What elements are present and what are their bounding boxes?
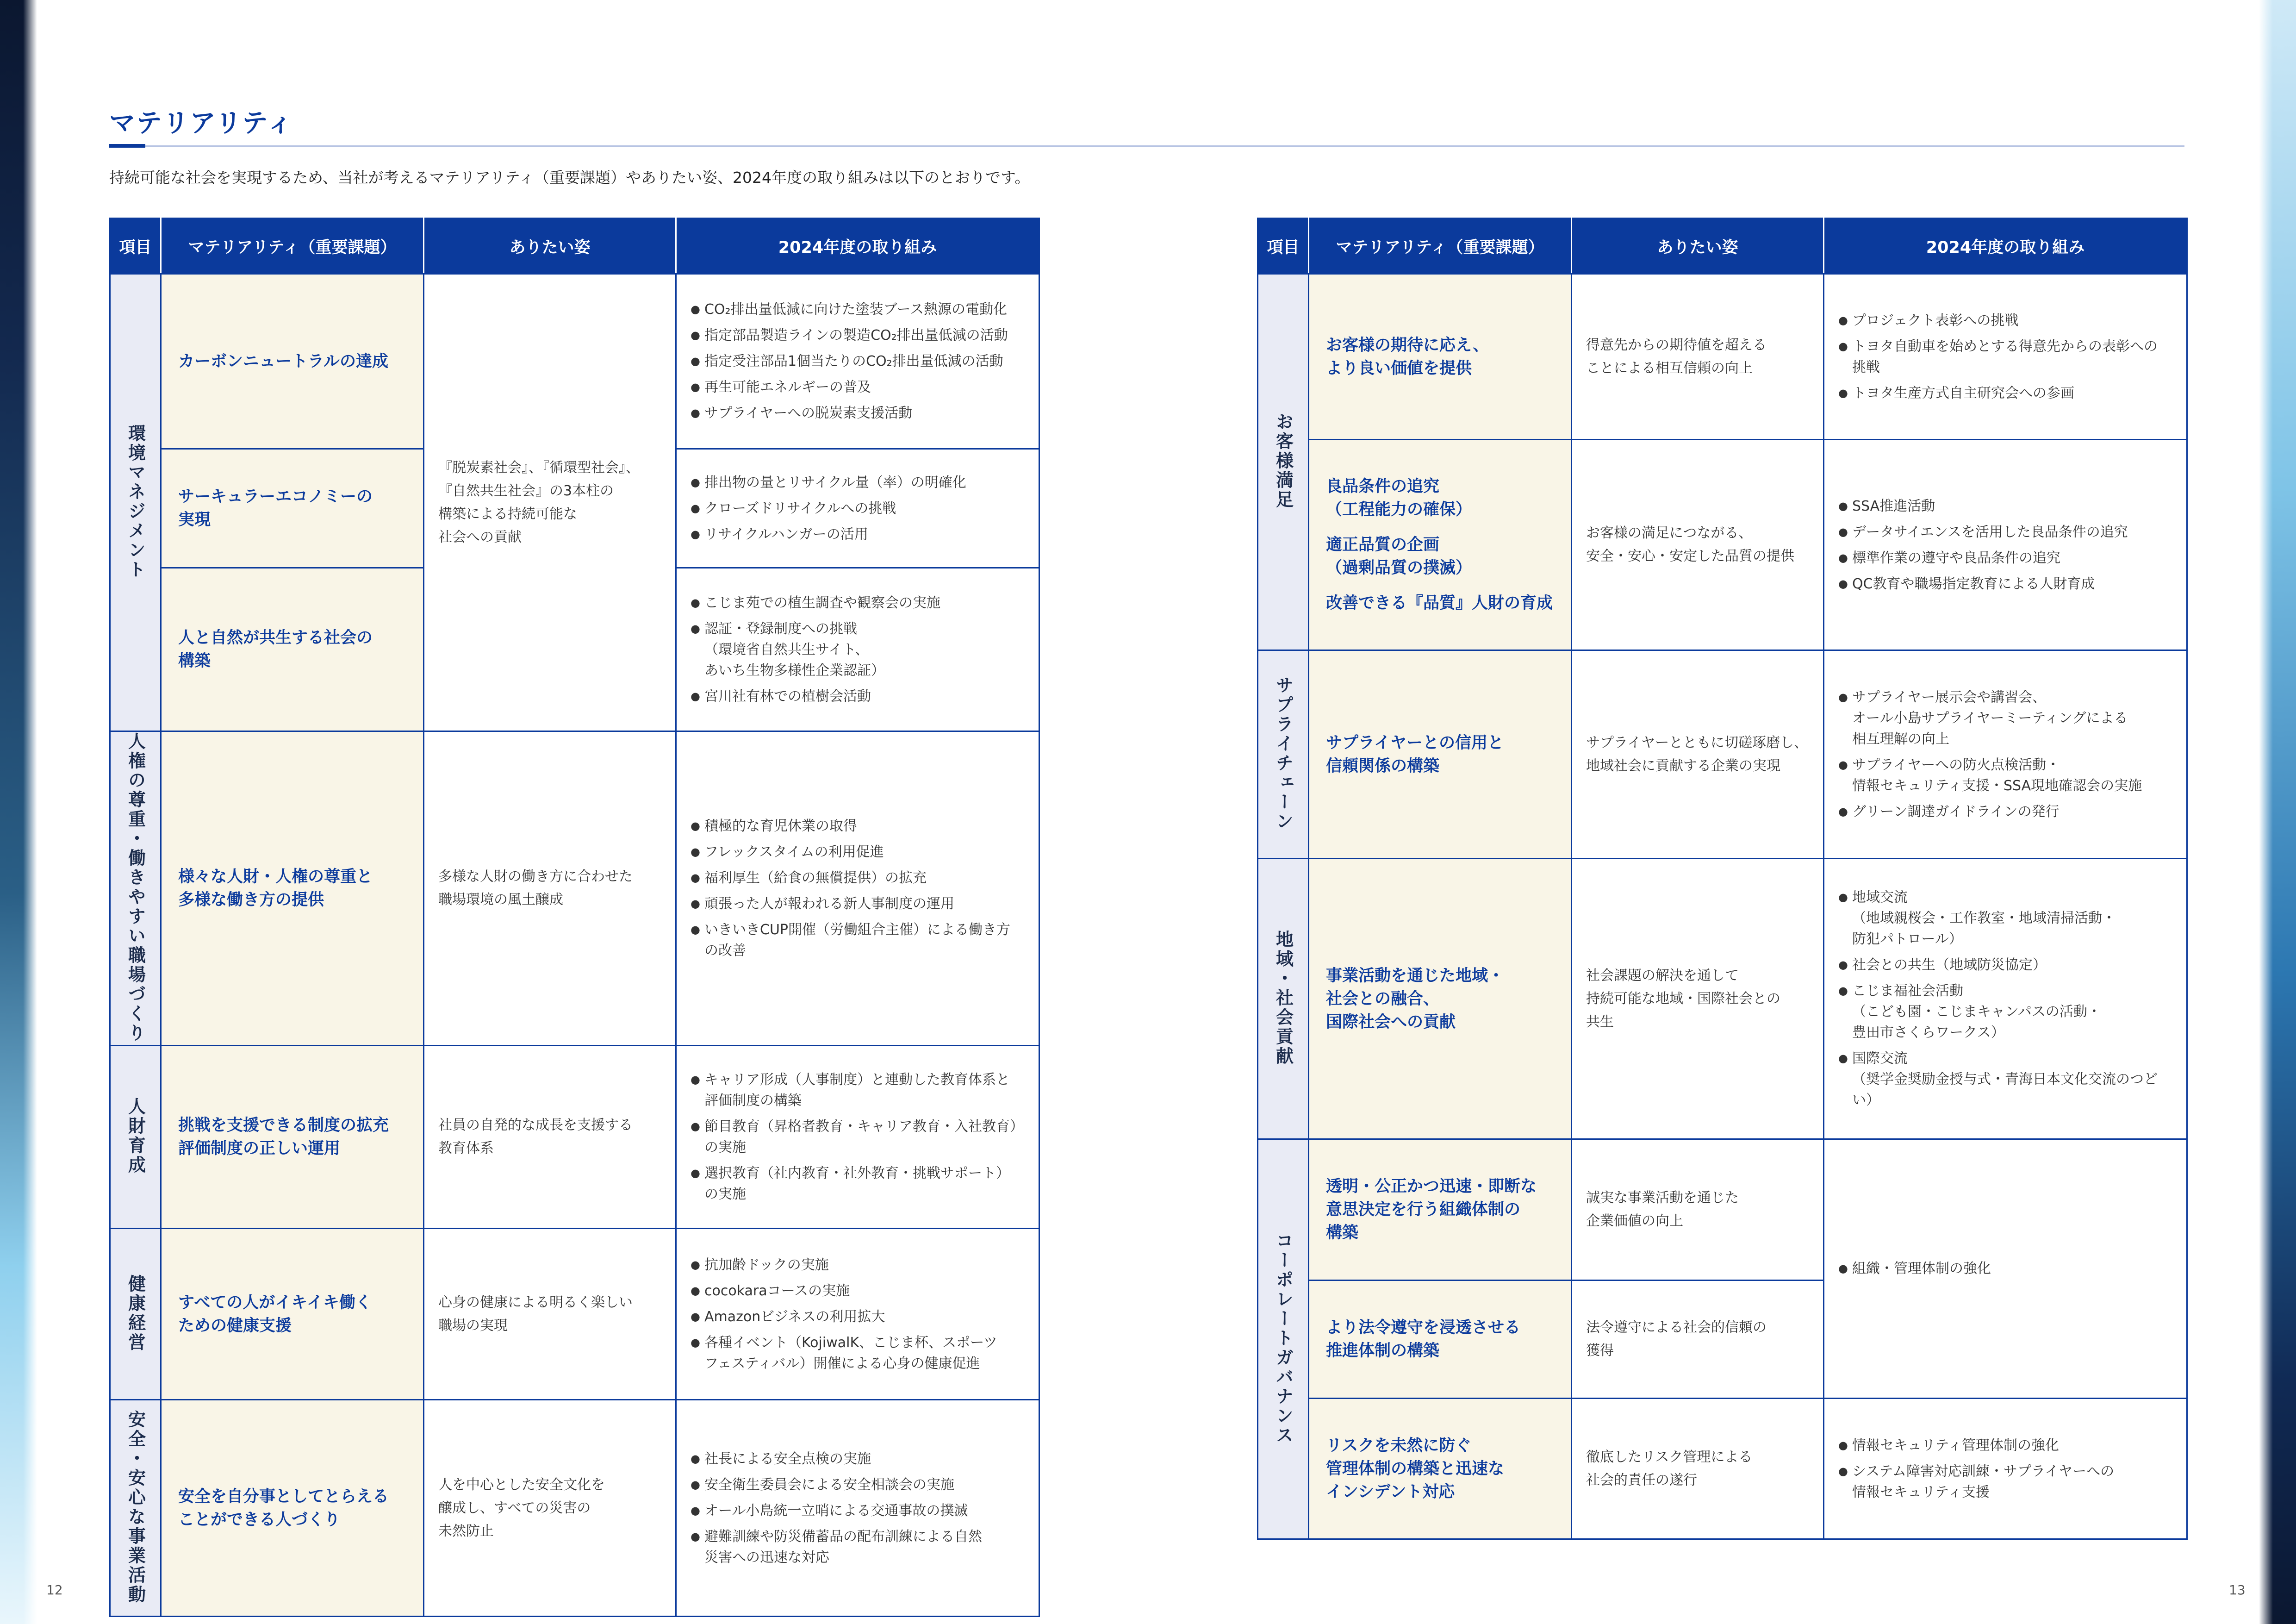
action-line: ● 認証・登録制度への挑戦 xyxy=(704,620,857,637)
ideal-line: サプライヤーとともに切磋琢磨し、 xyxy=(1586,734,1808,751)
action-line: ● システム障害対応訓練・サプライヤーへの xyxy=(1852,1463,2115,1480)
title-accent-bar xyxy=(109,144,145,148)
ideal-line: 職場の実現 xyxy=(438,1317,508,1334)
page-number-left: 12 xyxy=(46,1582,63,1598)
materiality-cell xyxy=(161,1046,424,1229)
materiality-line: お客様の期待に応え、 xyxy=(1326,336,1489,355)
action-line: ● 各種イベント（KojiwalK、こじま杯、スポーツ xyxy=(704,1334,997,1351)
actions-cell xyxy=(676,1046,1039,1229)
action-item xyxy=(1838,496,2175,517)
page-title: マテリアリティ xyxy=(109,108,294,138)
action-item xyxy=(691,1449,1027,1469)
action-item xyxy=(691,1255,1027,1275)
action-item xyxy=(1838,1435,2175,1456)
action-item xyxy=(691,868,1027,888)
action-line: ● 宮川社有林での植樹会活動 xyxy=(704,688,871,705)
ideal-cell xyxy=(1572,859,1824,1139)
action-line: ● いきいきCUP開催（労働組合主催）による働き方 xyxy=(704,922,1010,938)
action-item xyxy=(1838,548,2175,568)
action-item xyxy=(1838,801,2175,822)
action-line: 情報セキュリティ支援・SSA現地確認会の実施 xyxy=(1852,777,2142,794)
materiality-cell xyxy=(1309,274,1572,440)
action-line: ● クローズドリサイクルへの挑戦 xyxy=(704,500,896,517)
actions-cell xyxy=(676,274,1039,449)
action-line: ● データサイエンスを活用した良品条件の追究 xyxy=(1852,524,2128,540)
action-item xyxy=(691,842,1027,862)
left-edge-decoration xyxy=(0,0,37,1624)
category-label: 環境マネジメント xyxy=(125,424,146,580)
action-item xyxy=(691,377,1027,398)
category-cell xyxy=(110,1229,161,1400)
action-list xyxy=(691,1255,1027,1374)
action-item xyxy=(691,1474,1027,1495)
action-line: ● リサイクルハンガーの活用 xyxy=(704,526,868,543)
action-line: オール小島サプライヤーミーティングによる xyxy=(1852,710,2128,726)
materiality-table-left xyxy=(109,218,1040,1617)
action-line: （環境省自然共生サイト、 xyxy=(704,641,869,658)
category-cell xyxy=(1258,650,1309,859)
materiality-line: 意思決定を行う組織体制の xyxy=(1326,1200,1521,1219)
action-item xyxy=(691,351,1027,372)
actions-cell xyxy=(676,1400,1039,1617)
ideal-line: 獲得 xyxy=(1586,1343,1614,1359)
actions-cell xyxy=(1824,1139,2187,1399)
header-ideal: ありたい姿 xyxy=(424,219,676,274)
materiality-line: 信頼関係の構築 xyxy=(1326,756,1440,775)
action-item xyxy=(691,1280,1027,1301)
header-actions: 2024年度の取り組み xyxy=(676,219,1039,274)
ideal-line: 誠実な事業活動を通じた xyxy=(1586,1190,1739,1206)
ideal-cell xyxy=(424,1046,676,1229)
action-line: 防犯パトロール） xyxy=(1852,931,1963,947)
action-item xyxy=(1838,522,2175,543)
action-line: 挑戦 xyxy=(1852,359,1880,375)
materiality-group xyxy=(1326,592,1557,615)
intro-text: 持続可能な社会を実現するため、当社が考えるマテリアリティ（重要課題）やありたい姿、2024年度の取り組みは以下のとおりです。 xyxy=(109,169,1030,187)
header-ideal: ありたい姿 xyxy=(1572,219,1824,274)
action-line: ● サプライヤーへの脱炭素支援活動 xyxy=(704,405,913,421)
header-actions: 2024年度の取り組み xyxy=(1824,219,2187,274)
ideal-cell xyxy=(424,1229,676,1400)
ideal-line: 持続可能な地域・国際社会との xyxy=(1586,990,1780,1007)
action-item xyxy=(691,919,1027,961)
action-item xyxy=(691,1163,1027,1205)
ideal-line: 教育体系 xyxy=(438,1140,494,1156)
action-item xyxy=(691,1500,1027,1521)
category-label: 安全・安心な事業活動 xyxy=(125,1410,146,1605)
ideal-line: 地域社会に貢献する企業の実現 xyxy=(1586,757,1780,774)
action-line: ● グリーン調達ガイドラインの発行 xyxy=(1852,803,2060,820)
ideal-cell xyxy=(424,274,676,731)
category-label: サプライチェーン xyxy=(1273,675,1294,831)
materiality-line: 実現 xyxy=(178,511,211,529)
materiality-cell xyxy=(1309,440,1572,650)
ideal-line: 徹底したリスク管理による xyxy=(1586,1449,1753,1465)
materiality-line: ことができる人づくり xyxy=(178,1510,341,1529)
actions-cell xyxy=(1824,859,2187,1139)
action-item xyxy=(1838,574,2175,594)
action-line: ● 再生可能エネルギーの普及 xyxy=(704,379,871,395)
action-list xyxy=(691,472,1027,545)
action-line: ● 情報セキュリティ管理体制の強化 xyxy=(1852,1437,2059,1454)
action-line: フェスティバル）開催による心身の健康促進 xyxy=(704,1355,980,1372)
materiality-cell xyxy=(161,1229,424,1400)
action-line: ● SSA推進活動 xyxy=(1852,498,1935,514)
materiality-line: 多様な働き方の提供 xyxy=(178,891,324,909)
materiality-line: 国際社会への貢献 xyxy=(1326,1012,1456,1031)
materiality-group xyxy=(1326,475,1557,521)
materiality-cell xyxy=(161,1400,424,1617)
action-item xyxy=(1838,981,2175,1043)
category-cell xyxy=(110,731,161,1046)
action-line: ● プロジェクト表彰への挑戦 xyxy=(1852,312,2019,329)
ideal-line: 共生 xyxy=(1586,1013,1614,1030)
action-line: ● 組織・管理体制の強化 xyxy=(1852,1261,1991,1277)
actions-cell xyxy=(676,449,1039,568)
action-line: ● こじま苑での植生調査や観察会の実施 xyxy=(704,594,940,611)
category-label: コーポレートガバナンス xyxy=(1273,1231,1294,1445)
action-item xyxy=(691,816,1027,837)
action-list xyxy=(1838,1258,2175,1279)
action-list xyxy=(1838,887,2175,1111)
ideal-line: 『自然共生社会』の3本柱の xyxy=(438,482,614,499)
action-item xyxy=(1838,687,2175,750)
action-list xyxy=(1838,1435,2175,1503)
ideal-line: 未然防止 xyxy=(438,1523,494,1539)
materiality-line: より法令遵守を浸透させる xyxy=(1326,1318,1521,1337)
action-line: ● 選択教育（社内教育・社外教育・挑戦サポート） xyxy=(704,1165,1010,1181)
materiality-cell xyxy=(1309,859,1572,1139)
materiality-cell xyxy=(161,568,424,731)
action-line: ● cocokaraコースの実施 xyxy=(704,1282,850,1299)
action-line: ● 指定受注部品1個当たりのCO₂排出量低減の活動 xyxy=(704,353,1003,369)
action-line: の改善 xyxy=(704,943,746,959)
category-cell xyxy=(110,1046,161,1229)
action-line: ● 頑張った人が報われる新人事制度の運用 xyxy=(704,896,954,912)
category-label: 人権の尊重・働きやすい職場づくり xyxy=(125,732,146,1043)
ideal-line: 醸成し、すべての災害の xyxy=(438,1499,591,1516)
action-item xyxy=(1838,1258,2175,1279)
action-line: ● オール小島統一立哨による交通事故の撲滅 xyxy=(704,1502,968,1519)
ideal-line: 心身の健康による明るく楽しい xyxy=(438,1294,633,1311)
actions-cell xyxy=(676,568,1039,731)
action-line: ● 排出物の量とリサイクル量（率）の明確化 xyxy=(704,474,966,491)
materiality-line: 適正品質の企画 xyxy=(1326,536,1440,554)
action-line: ● QC教育や職場指定教育による人財育成 xyxy=(1852,575,2095,592)
ideal-line: 社会的責任の遂行 xyxy=(1586,1472,1697,1488)
action-list xyxy=(691,299,1027,424)
action-item xyxy=(691,498,1027,519)
action-line: ● 積極的な育児休業の取得 xyxy=(704,818,857,834)
action-item xyxy=(1838,755,2175,796)
actions-cell xyxy=(1824,1399,2187,1539)
category-cell xyxy=(110,1400,161,1617)
ideal-line: 社会への貢献 xyxy=(438,529,522,545)
materiality-line: 改善できる『品質』人財の育成 xyxy=(1326,594,1553,612)
action-line: ● 国際交流 xyxy=(1852,1050,1908,1067)
title-divider xyxy=(109,145,2184,147)
ideal-line: 法令遵守による社会的信頼の xyxy=(1586,1319,1767,1336)
action-list xyxy=(691,593,1027,707)
action-item xyxy=(1838,336,2175,378)
ideal-cell xyxy=(424,731,676,1046)
action-list xyxy=(691,1449,1027,1568)
category-label: 地域・社会貢献 xyxy=(1273,930,1294,1066)
action-item xyxy=(1838,1461,2175,1503)
materiality-line: リスクを未然に防ぐ xyxy=(1326,1436,1472,1455)
action-item xyxy=(691,1526,1027,1568)
materiality-cell xyxy=(161,274,424,449)
ideal-line: 構築による持続可能な xyxy=(438,506,577,522)
ideal-line: 得意先からの期待値を超える xyxy=(1586,337,1767,353)
ideal-line: 企業価値の向上 xyxy=(1586,1213,1683,1229)
actions-cell xyxy=(676,731,1039,1046)
action-line: ● 社会との共生（地域防災協定） xyxy=(1852,957,2047,973)
materiality-line: 良品条件の追究 xyxy=(1326,477,1440,496)
materiality-group xyxy=(1326,533,1557,580)
action-line: あいち生物多様性企業認証） xyxy=(704,662,885,679)
header-materiality: マテリアリティ（重要課題） xyxy=(1309,219,1572,274)
action-line: ● 福利厚生（給食の無償提供）の拡充 xyxy=(704,870,927,886)
action-item xyxy=(691,686,1027,707)
materiality-cell xyxy=(1309,1139,1572,1280)
action-line: ● サプライヤーへの防火点検活動・ xyxy=(1852,756,2060,773)
materiality-line: 推進体制の構築 xyxy=(1326,1342,1440,1360)
action-line: ● 安全衛生委員会による安全相談会の実施 xyxy=(704,1476,954,1493)
action-item xyxy=(691,403,1027,424)
materiality-line: すべての人がイキイキ働く xyxy=(178,1293,372,1312)
materiality-line: 管理体制の構築と迅速な xyxy=(1326,1459,1505,1478)
action-line: 情報セキュリティ支援 xyxy=(1852,1484,1990,1500)
action-line: 評価制度の構築 xyxy=(704,1093,802,1109)
materiality-line: 社会との融合、 xyxy=(1326,989,1440,1008)
ideal-line: 多様な人財の働き方に合わせた xyxy=(438,868,633,885)
action-item xyxy=(691,1116,1027,1158)
materiality-line: ための健康支援 xyxy=(178,1316,292,1335)
materiality-cell xyxy=(161,731,424,1046)
materiality-line: 構築 xyxy=(178,652,211,670)
action-item xyxy=(1838,887,2175,949)
actions-cell xyxy=(1824,440,2187,650)
materiality-line: 構築 xyxy=(1326,1224,1359,1242)
action-line: 災害への迅速な対応 xyxy=(704,1549,829,1566)
actions-cell xyxy=(1824,274,2187,440)
action-line: ● 地域交流 xyxy=(1852,889,1908,906)
materiality-line: インシデント対応 xyxy=(1326,1482,1455,1501)
header-category: 項目 xyxy=(1258,219,1309,274)
ideal-line: ことによる相互信頼の向上 xyxy=(1586,360,1753,376)
materiality-cell xyxy=(161,449,424,568)
header-materiality: マテリアリティ（重要課題） xyxy=(161,219,424,274)
action-item xyxy=(691,593,1027,613)
action-item xyxy=(691,1069,1027,1111)
action-item xyxy=(691,325,1027,346)
ideal-line: 『脱炭素社会』、『循環型社会』、 xyxy=(438,459,640,476)
materiality-cell xyxy=(1309,1399,1572,1539)
action-line: （奨学金奨励金授与式・青海日本文化交流のつどい） xyxy=(1852,1071,2158,1108)
category-cell xyxy=(1258,274,1309,650)
action-item xyxy=(1838,1048,2175,1111)
action-line: ● 避難訓練や防災備蓄品の配布訓練による自然 xyxy=(704,1528,982,1545)
materiality-line: 透明・公正かつ迅速・即断な xyxy=(1326,1177,1537,1196)
action-line: 豊田市さくらワークス） xyxy=(1852,1024,2005,1041)
materiality-line: 評価制度の正しい運用 xyxy=(178,1139,341,1158)
materiality-line: カーボンニュートラルの達成 xyxy=(178,352,388,371)
action-line: ● CO₂排出量低減に向けた塗装ブース熱源の電動化 xyxy=(704,301,1008,318)
ideal-line: 社会課題の解決を通して xyxy=(1586,967,1739,984)
action-item xyxy=(691,472,1027,493)
ideal-cell xyxy=(1572,274,1824,440)
ideal-line: 社員の自発的な成長を支援する xyxy=(438,1117,633,1133)
ideal-line: 安全・安心・安定した品質の提供 xyxy=(1586,548,1794,564)
action-item xyxy=(1838,383,2175,404)
materiality-table-right xyxy=(1257,218,2188,1540)
action-line: ● トヨタ生産方式自主研究会への参画 xyxy=(1852,385,2074,401)
ideal-line: 人を中心とした安全文化を xyxy=(438,1476,605,1493)
ideal-line: 職場環境の風土醸成 xyxy=(438,892,563,908)
action-line: の実施 xyxy=(704,1139,746,1156)
category-label: 健康経営 xyxy=(125,1274,146,1352)
materiality-line: 事業活動を通じた地域・ xyxy=(1326,966,1505,985)
materiality-cell xyxy=(1309,1280,1572,1399)
materiality-line: サプライヤーとの信用と xyxy=(1326,733,1504,752)
category-cell xyxy=(1258,859,1309,1139)
actions-cell xyxy=(1824,650,2187,859)
action-line: 相互理解の向上 xyxy=(1852,731,1949,747)
header-category: 項目 xyxy=(110,219,161,274)
action-list xyxy=(1838,687,2175,822)
action-line: ● 抗加齢ドックの実施 xyxy=(704,1256,829,1273)
ideal-line: お客様の満足につながる、 xyxy=(1586,525,1753,541)
page-number-right: 13 xyxy=(2229,1582,2246,1598)
ideal-cell xyxy=(1572,440,1824,650)
ideal-cell xyxy=(424,1400,676,1617)
materiality-line: 挑戦を支援できる制度の拡充 xyxy=(178,1116,389,1135)
action-line: ● 社長による安全点検の実施 xyxy=(704,1450,871,1467)
action-line: ● こじま福祉会活動 xyxy=(1852,983,1963,999)
action-line: ● フレックスタイムの利用促進 xyxy=(704,844,884,860)
action-item xyxy=(691,524,1027,545)
action-line: ● トヨタ自動車を始めとする得意先からの表彰への xyxy=(1852,338,2158,355)
action-line: ● 節目教育（昇格者教育・キャリア教育・入社教育） xyxy=(704,1118,1024,1135)
action-item xyxy=(691,1332,1027,1374)
category-label: お客様満足 xyxy=(1273,412,1294,510)
materiality-line: 様々な人財・人権の尊重と xyxy=(178,868,373,886)
action-item xyxy=(1838,310,2175,331)
action-line: ● Amazonビジネスの利用拡大 xyxy=(704,1308,885,1325)
category-cell xyxy=(1258,1139,1309,1539)
ideal-cell xyxy=(1572,1399,1824,1539)
materiality-line: （過剰品質の撲滅） xyxy=(1326,559,1472,577)
action-item xyxy=(691,1306,1027,1327)
action-line: の実施 xyxy=(704,1186,746,1202)
ideal-cell xyxy=(1572,650,1824,859)
materiality-line: （工程能力の確保） xyxy=(1326,500,1472,519)
materiality-line: 人と自然が共生する社会の xyxy=(178,629,373,647)
action-line: ● 標準作業の遵守や良品条件の追究 xyxy=(1852,550,2060,566)
actions-cell xyxy=(676,1229,1039,1400)
materiality-line: 安全を自分事としてとらえる xyxy=(178,1487,389,1506)
action-line: ● サプライヤー展示会や講習会、 xyxy=(1852,689,2047,706)
action-line: （こども園・こじまキャンパスの活動・ xyxy=(1852,1004,2101,1020)
ideal-cell xyxy=(1572,1280,1824,1399)
materiality-cell xyxy=(1309,650,1572,859)
action-item xyxy=(691,618,1027,681)
action-list xyxy=(1838,496,2175,594)
action-line: ● 指定部品製造ラインの製造CO₂排出量低減の活動 xyxy=(704,327,1008,344)
category-label: 人財育成 xyxy=(125,1097,146,1175)
materiality-line: より良い価値を提供 xyxy=(1326,359,1472,378)
action-item xyxy=(1838,955,2175,975)
materiality-line: サーキュラーエコノミーの xyxy=(178,487,373,506)
action-line: （地域親桜会・工作教室・地域清掃活動・ xyxy=(1852,910,2116,926)
action-list xyxy=(1838,310,2175,404)
action-item xyxy=(691,299,1027,320)
action-line: ● キャリア形成（人事制度）と連動した教育体系と xyxy=(704,1072,1010,1088)
action-list xyxy=(691,816,1027,961)
ideal-cell xyxy=(1572,1139,1824,1280)
action-item xyxy=(691,893,1027,914)
action-list xyxy=(691,1069,1027,1205)
right-edge-decoration xyxy=(2259,0,2296,1624)
category-cell xyxy=(110,274,161,731)
